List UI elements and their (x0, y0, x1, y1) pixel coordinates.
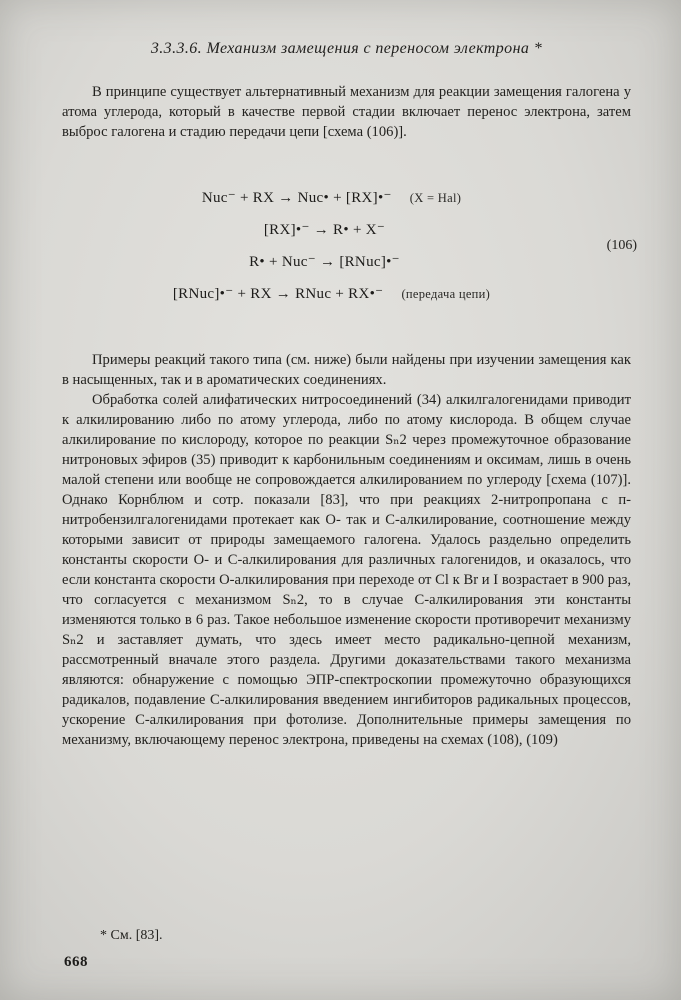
footnote: * См. [83]. (100, 928, 163, 943)
equation-3: R• + Nuc⁻ → [RNuc]•⁻ (249, 254, 400, 270)
equation-line-3 (72, 246, 591, 278)
page-number: 668 (64, 954, 88, 970)
equation-2: [RX]•⁻ → R• + X⁻ (263, 222, 386, 238)
equation-line-4 (72, 278, 591, 310)
paragraph-main: Обработка солей алифатических нитросоединений (34) алкилгалогенидами приводит к алкилированию либо по атому углерода, либо по атому кислорода. В общем случае алкилирование по кислороду, которое по реакции Sₙ2 через промежуточное образование нитроновых эфиров (35) приводит к карбонильным соединениям и оксимам, лишь в очень малой степени или вообще не сопровождается алкилированием по углероду [схема (107)]. Однако Корнблюм и сотр. показали [83], что при реакциях 2-нитропропана с п-нитробензилгалогенидами протекает как О- так и С-алкилирование, соотношение между которыми зависит от природы замещаемого галогена. Удалось раздельно определить константы скорости О- и С-алкилирования для различных галогенидов, и оказалось, что если константа скорости О-алкилирования при переходе от Cl к Br и I возрастает в 900 раз, что согласуется с механизмом Sₙ2, то в случае С-алкилирования эти константы изменяются только в 6 раз. Такое небольшое изменение скорости противоречит механизму Sₙ2 и заставляет думать, что здесь имеет место радикально-цепной механизм, рассмотренный вначале этого раздела. Другими доказательствами такого механизма являются: обнаружение с помощью ЭПР-спектроскопии промежуточно образующихся радикалов, подавление С-алкилирования введением ингибиторов радикальных процессов, ускорение С-алкилирования при фотолизе. Дополнительные примеры замещения по механизму, включающему перенос электрона, приведены на схемах (108), (109) (62, 392, 631, 748)
equation-1: Nuc⁻ + RX → Nuc• + [RX]•⁻ (201, 190, 392, 206)
equation-4-note: (передача цепи) (401, 287, 491, 301)
paragraph-examples: Примеры реакций такого типа (см. ниже) были найдены при изучении замещения как в насыщенных, так и в ароматических соединениях. (62, 352, 631, 388)
scheme-number: (106) (606, 238, 637, 253)
equation-line-2 (72, 214, 591, 246)
equation-4: [RNuc]•⁻ + RX → RNuc + RX•⁻ (172, 286, 384, 302)
equation-1-note: (X = Hal) (409, 191, 462, 205)
equation-line-1 (72, 182, 591, 214)
page-content (62, 40, 637, 750)
reaction-scheme-106 (62, 182, 637, 310)
paragraph-intro: В принципе существует альтернативный механизм для реакции замещения галогена у атома углерода, который в качестве первой стадии включает перенос электрона, затем выброс галогена и стадию передачи цепи [схема (106)]. (62, 84, 631, 140)
section-heading: 3.3.3.6. Механизм замещения с переносом электрона * (150, 40, 543, 57)
